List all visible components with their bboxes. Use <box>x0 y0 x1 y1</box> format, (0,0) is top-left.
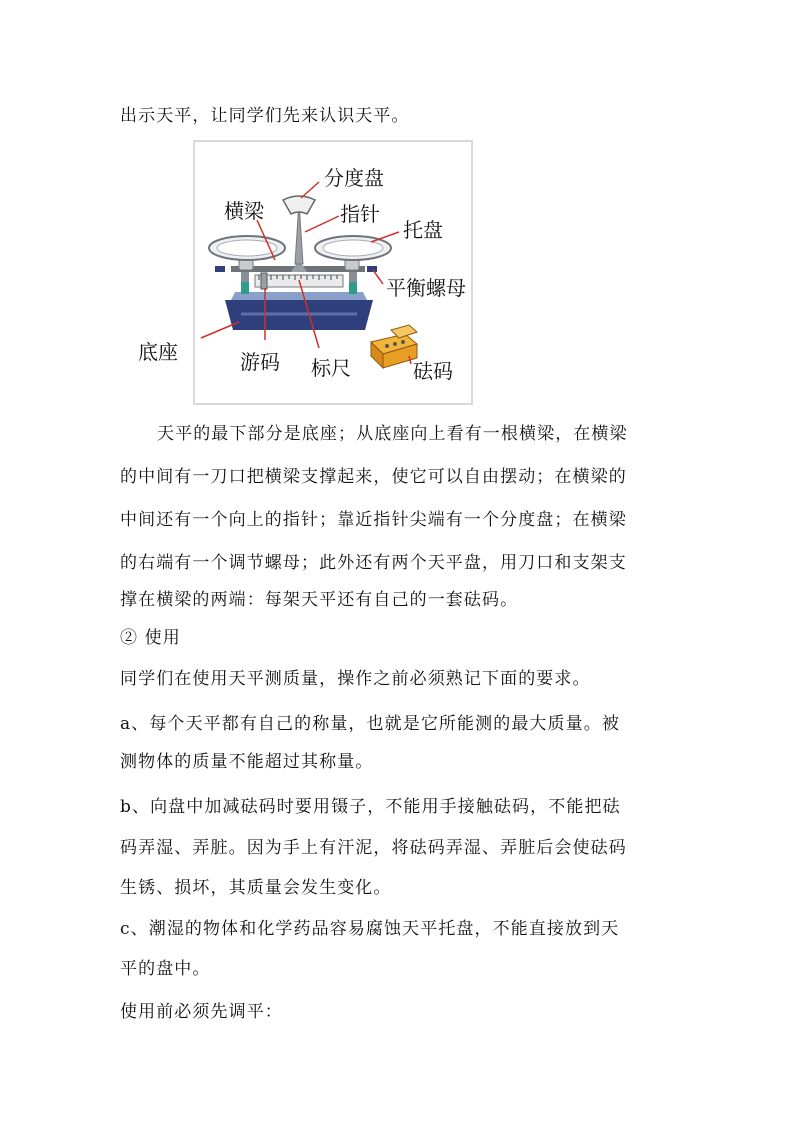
label-pointer: 指针 <box>340 202 380 226</box>
description-line: 天平的最下部分是底座；从底座向上看有一根横梁，在横梁 <box>157 424 628 444</box>
rule-b-line: b、向盘中加减砝码时要用镊子，不能用手接触砝码，不能把砝 <box>120 797 621 817</box>
balance-nut <box>367 266 377 272</box>
rule-b-line: 生锈、损坏，其质量会发生变化。 <box>120 878 392 898</box>
rule-c-line: 平的盘中。 <box>120 959 211 979</box>
rule-b-line: 码弄湿、弄脏。因为手上有汗泥，将砝码弄湿、弄脏后会使砝码 <box>120 838 627 858</box>
label-weights: 砝码 <box>413 359 453 383</box>
base-top <box>231 292 367 300</box>
description-line: 撑在横梁的两端：每架天平还有自己的一套砝码。 <box>120 590 519 610</box>
rider <box>261 273 267 289</box>
rule-c-line: c、潮湿的物体和化学药品容易腐蚀天平托盘，不能直接放到天 <box>120 919 620 939</box>
label-pan: 托盘 <box>403 218 443 242</box>
description-line: 的中间有一刀口把横梁支撑起来，使它可以自由摆动；在横梁的 <box>120 467 627 487</box>
intro-paragraph: 出示天平，让同学们先来认识天平。 <box>120 106 410 126</box>
label-scale: 标尺 <box>311 356 351 380</box>
rule-a-line: 测物体的质量不能超过其称量。 <box>120 752 374 772</box>
description-line: 的右端有一个调节螺母；此外还有两个天平盘，用刀口和支架支 <box>120 553 627 573</box>
label-balance-nut: 平衡螺母 <box>386 276 466 300</box>
dial <box>283 196 315 214</box>
rule-a-line: a、每个天平都有自己的称量，也就是它所能测的最大质量。被 <box>120 714 620 734</box>
label-dial: 分度盘 <box>324 166 384 190</box>
description-line: 中间还有一个向上的指针；靠近指针尖端有一个分度盘；在横梁 <box>120 510 627 530</box>
section-title: ② 使用 <box>120 628 181 648</box>
label-rider: 游码 <box>240 350 280 374</box>
label-base: 底座 <box>138 340 178 364</box>
closing-line: 使用前必须先调平： <box>120 1002 283 1022</box>
label-beam: 横梁 <box>224 199 264 223</box>
rules-intro: 同学们在使用天平测质量，操作之前必须熟记下面的要求。 <box>120 669 591 689</box>
